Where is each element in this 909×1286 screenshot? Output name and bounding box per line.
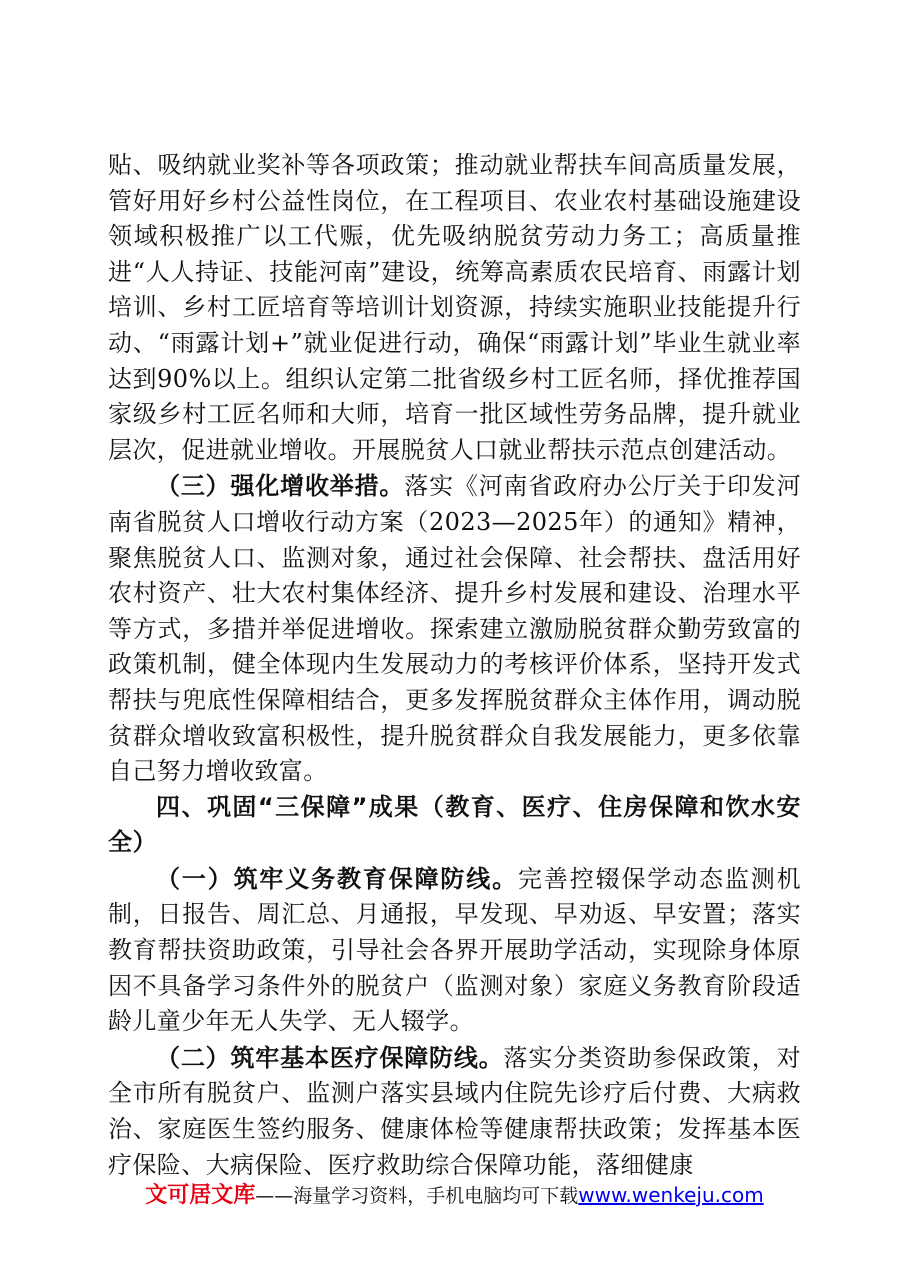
section-heading: 四、巩固“三保障”成果（教育、医疗、住房保障和饮水安全） bbox=[108, 792, 801, 857]
footer-brand: 文可居文库 bbox=[145, 1183, 256, 1208]
paragraph-education bbox=[108, 861, 801, 1040]
paragraph-text: 落实《河南省政府办公厅关于印发河南省脱贫人口增收行动方案（2023—2025年）的通知》精神， 聚焦脱贫人口、监测对象，通过社会保障、社会帮扶、盘活用好农村资产、壮大农村集体经济、提升乡村发展和建设、治理水平等方式，多措并举促进增收。探索建立激励脱贫群众勤劳致富的政策机制，健全体现内生发展动力的考核评价体系，坚持开发式帮扶与兜底性保障相结合，更多发挥脱贫群众主体作用，调动脱贫群众增收致富积极性，提升脱贫群众自我发展能力，更多依靠自己努力增收致富。 bbox=[108, 472, 802, 786]
footer-slogan: ——海量学习资料，手机电脑均可下载 bbox=[255, 1185, 579, 1207]
paragraph-lead: （一）筑牢义务教育保障防线。 bbox=[156, 863, 519, 893]
paragraph-medical bbox=[108, 1040, 801, 1183]
footer-link[interactable]: www.wenkeju.com bbox=[578, 1183, 764, 1207]
paragraph-text: 落实分类资助参保政策，对全市所有脱贫户、监测户落实县域内住院先诊疗后付费、大病救治、家庭医生签约服务、健康体检等健康帮扶政策；发挥基本医疗保险、大病保险、医疗救助综合保障功能，落细健康 bbox=[108, 1043, 801, 1179]
paragraph-lead: （二）筑牢基本医疗保障防线。 bbox=[156, 1042, 504, 1072]
footer-banner bbox=[0, 1180, 909, 1211]
paragraph-text: 完善控辍保学动态监测机制，日报告、周汇总、月通报，早发现、早劝返、早安置；落实教育帮扶资助政策，引导社会各界开展助学活动，实现除身体原因不具备学习条件外的脱贫户（监测对象）家庭义务教育阶段适龄儿童少年无人失学、无人辍学。 bbox=[108, 864, 801, 1036]
paragraph-lead: （三）强化增收举措。 bbox=[156, 471, 405, 501]
document-body bbox=[108, 148, 801, 1183]
paragraph-increase-income bbox=[108, 468, 801, 789]
paragraph-continuation: 贴、吸纳就业奖补等各项政策；推动就业帮扶车间高质量发展，管好用好乡村公益性岗位，在工程项目、农业农村基础设施建设领域积极推广以工代赈，优先吸纳脱贫劳动力务工；高质量推进“人人持证、技能河南”建设，统筹高素质农民培育、雨露计划培训、乡村工匠培育等培训计划资源，持续实施职业技能提升行动、“雨露计划+”就业促进行动，确保“雨露计划”毕业生就业率达到90%以上。组织认定第二批省级乡村工匠名师，择优推荐国家级乡村工匠名师和大师，培育一批区域性劳务品牌，提升就业层次，促进就业增收。开展脱贫人口就业帮扶示范点创建活动。 bbox=[108, 151, 801, 464]
